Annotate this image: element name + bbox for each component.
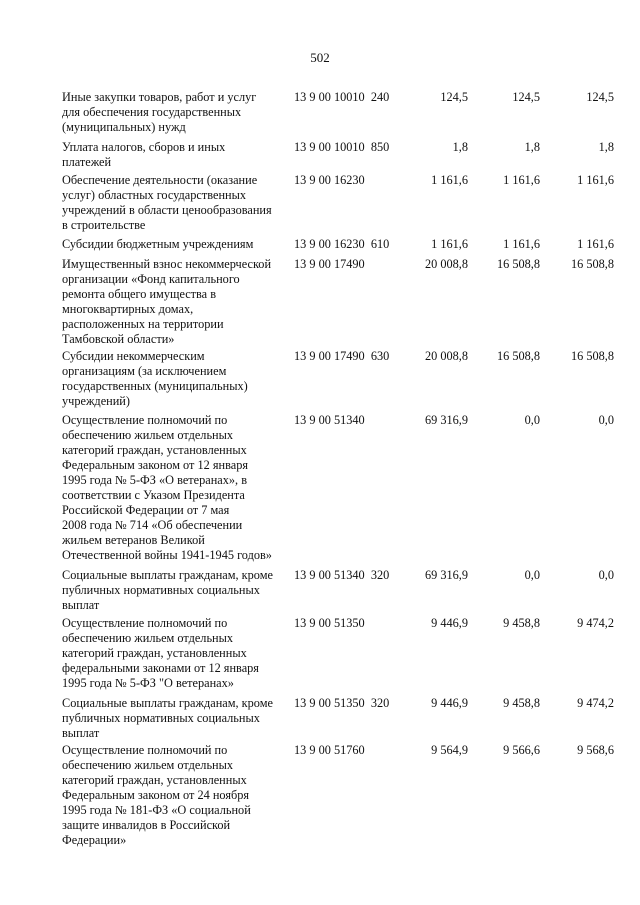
row-value-1: 1 161,6	[431, 173, 468, 187]
row-value-2: 1 161,6	[503, 173, 540, 187]
row-description: Субсидии бюджетным учреждениям	[62, 237, 254, 251]
row-description: Социальные выплаты гражданам, кроме публичных нормативных социальных выплат	[62, 568, 273, 612]
row-value-2: 9 458,8	[503, 616, 540, 630]
row-value-2: 16 508,8	[496, 349, 540, 363]
row-description: Осуществление полномочий по обеспечению жильем отдельных категорий граждан, установленных Федеральным законом от 12 января 1995 года № 5-ФЗ «О ветеранах», в соответствии с Указом Президента Российской Федерации от 7 мая 2008 года № 714 «Об обеспечении жильем ветеранов Великой Отечественной войны 1941-1945 годов»	[62, 413, 272, 562]
row-value-3: 0,0	[598, 413, 614, 427]
row-value-3: 1 161,6	[577, 237, 614, 251]
row-description: Обеспечение деятельности (оказание услуг) областных государственных учреждений в области ценообразования в строительстве	[62, 173, 272, 232]
row-code: 13 9 00 17490	[294, 257, 365, 271]
row-value-3: 1 161,6	[577, 173, 614, 187]
row-value-3: 9 568,6	[577, 743, 614, 757]
row-value-1: 9 446,9	[431, 616, 468, 630]
row-value-3: 124,5	[586, 90, 614, 104]
row-code: 13 9 00 51760	[294, 743, 365, 757]
row-value-3: 9 474,2	[577, 616, 614, 630]
row-value-3: 0,0	[598, 568, 614, 582]
row-code: 13 9 00 10010 850	[294, 140, 390, 154]
row-value-1: 69 316,9	[424, 568, 468, 582]
row-value-3: 16 508,8	[570, 257, 614, 271]
row-value-1: 20 008,8	[424, 349, 468, 363]
row-value-2: 0,0	[524, 568, 540, 582]
row-code: 13 9 00 10010 240	[294, 90, 390, 104]
row-code: 13 9 00 51340 320	[294, 568, 390, 582]
row-value-2: 9 458,8	[503, 696, 540, 710]
row-value-1: 20 008,8	[424, 257, 468, 271]
row-value-1: 1 161,6	[431, 237, 468, 251]
row-description: Имущественный взнос некоммерческой организации «Фонд капитального ремонта общего имущества в многоквартирных домах, расположенных на территории Тамбовской области»	[62, 257, 272, 346]
row-value-3: 1,8	[598, 140, 614, 154]
row-value-1: 9 564,9	[431, 743, 468, 757]
row-description: Уплата налогов, сборов и иных платежей	[62, 140, 226, 169]
row-value-2: 9 566,6	[503, 743, 540, 757]
page-number: 502	[310, 50, 330, 65]
row-value-1: 1,8	[452, 140, 468, 154]
row-code: 13 9 00 16230	[294, 173, 365, 187]
row-value-2: 16 508,8	[496, 257, 540, 271]
row-value-2: 1,8	[524, 140, 540, 154]
row-value-2: 0,0	[524, 413, 540, 427]
row-value-1: 69 316,9	[424, 413, 468, 427]
row-code: 13 9 00 51350 320	[294, 696, 390, 710]
row-description: Социальные выплаты гражданам, кроме публичных нормативных социальных выплат	[62, 696, 273, 740]
row-description: Субсидии некоммерческим организациям (за исключением государственных (муниципальных) учреждений)	[62, 349, 248, 408]
row-code: 13 9 00 16230 610	[294, 237, 390, 251]
row-value-3: 9 474,2	[577, 696, 614, 710]
row-code: 13 9 00 51340	[294, 413, 365, 427]
row-value-3: 16 508,8	[570, 349, 614, 363]
row-description: Иные закупки товаров, работ и услуг для обеспечения государственных (муниципальных) нужд	[62, 90, 257, 134]
row-value-1: 124,5	[440, 90, 468, 104]
row-value-1: 9 446,9	[431, 696, 468, 710]
row-value-2: 1 161,6	[503, 237, 540, 251]
row-description: Осуществление полномочий по обеспечению жильем отдельных категорий граждан, установленных Федеральным законом от 24 ноября 1995 года № 181-ФЗ «О социальной защите инвалидов в Российской Федерации»	[62, 743, 251, 847]
row-description: Осуществление полномочий по обеспечению жильем отдельных категорий граждан, установленных федеральными законами от 12 января 1995 года № 5-ФЗ "О ветеранах»	[62, 616, 259, 690]
row-value-2: 124,5	[512, 90, 540, 104]
row-code: 13 9 00 17490 630	[294, 349, 390, 363]
row-code: 13 9 00 51350	[294, 616, 365, 630]
